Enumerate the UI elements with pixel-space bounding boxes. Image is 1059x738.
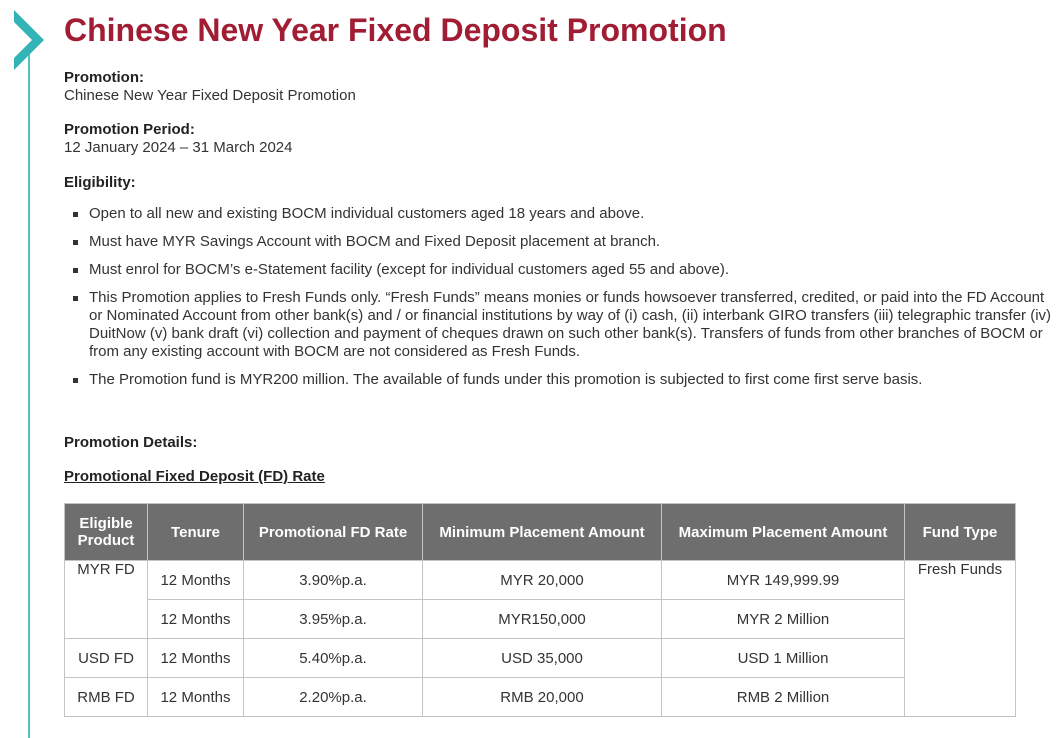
cell-tenure: 12 Months	[148, 561, 244, 600]
cell-rate: 2.20%p.a.	[244, 678, 423, 717]
header-rate: Promotional FD Rate	[244, 504, 423, 561]
cell-min: USD 35,000	[423, 639, 662, 678]
header-min-amount: Minimum Placement Amount	[423, 504, 662, 561]
list-item-text: The Promotion fund is MYR200 million. The available of funds under this promotion is subjected to first come first serve basis.	[89, 371, 923, 388]
eligibility-block	[64, 174, 136, 192]
details-label: Promotion Details:	[64, 434, 198, 451]
cell-rate: 3.95%p.a.	[244, 600, 423, 639]
eligibility-list	[64, 205, 1054, 399]
list-item	[64, 233, 1054, 251]
list-item-text: This Promotion applies to Fresh Funds only. “Fresh Funds” means monies or funds howsoever transferred, credited, or paid into the FD Account or Nominated Account from other bank(s) and / or financial institutions by way of (i) cash, (ii) interbank GIRO transfers (iii) telegraphic transfer (iv) DuitNow (v) bank draft (vi) collection and payment of cheques drawn on such other bank(s). Transfers of funds from other branches of BOCM or from any existing account with BOCM are not considered as Fresh Funds.	[89, 289, 1052, 360]
header-fund-type: Fund Type	[905, 504, 1016, 561]
table-header-row	[65, 504, 1016, 561]
cell-fund-type: Fresh Funds	[905, 561, 1016, 717]
bullet-icon	[73, 378, 78, 383]
list-item	[64, 205, 1054, 223]
list-item-text: Must have MYR Savings Account with BOCM and Fixed Deposit placement at branch.	[89, 233, 661, 250]
promotion-value: Chinese New Year Fixed Deposit Promotion	[64, 87, 356, 104]
cell-max: RMB 2 Million	[662, 678, 905, 717]
accent-triangle-inner	[14, 22, 32, 58]
cell-min: MYR 20,000	[423, 561, 662, 600]
promotion-label: Promotion:	[64, 69, 144, 86]
table-row	[65, 600, 1016, 639]
rate-heading-link[interactable]: Promotional Fixed Deposit (FD) Rate	[64, 468, 325, 485]
cell-rate: 3.90%p.a.	[244, 561, 423, 600]
header-eligible-product: Eligible Product	[65, 504, 148, 561]
bullet-icon	[73, 240, 78, 245]
header-tenure: Tenure	[148, 504, 244, 561]
cell-min: MYR150,000	[423, 600, 662, 639]
cell-min: RMB 20,000	[423, 678, 662, 717]
header-max-amount: Maximum Placement Amount	[662, 504, 905, 561]
bullet-icon	[73, 212, 78, 217]
page-title: Chinese New Year Fixed Deposit Promotion	[64, 12, 727, 48]
list-item	[64, 261, 1054, 279]
list-item-text: Must enrol for BOCM’s e-Statement facility (except for individual customers aged 55 and above).	[89, 261, 730, 278]
eligibility-label: Eligibility:	[64, 174, 136, 191]
period-value: 12 January 2024 – 31 March 2024	[64, 139, 293, 156]
period-block	[64, 121, 293, 157]
bullet-icon	[73, 296, 78, 301]
cell-tenure: 12 Months	[148, 678, 244, 717]
table-row	[65, 678, 1016, 717]
cell-rate: 5.40%p.a.	[244, 639, 423, 678]
cell-max: USD 1 Million	[662, 639, 905, 678]
cell-product: RMB FD	[65, 678, 148, 717]
rates-table	[64, 503, 1016, 717]
table-row	[65, 561, 1016, 600]
cell-tenure: 12 Months	[148, 600, 244, 639]
cell-max: MYR 149,999.99	[662, 561, 905, 600]
cell-product: MYR FD	[65, 561, 148, 639]
table-row	[65, 639, 1016, 678]
accent-line	[28, 38, 30, 738]
cell-product: USD FD	[65, 639, 148, 678]
promotion-block	[64, 69, 356, 105]
cell-tenure: 12 Months	[148, 639, 244, 678]
list-item	[64, 371, 1054, 389]
list-item	[64, 289, 1054, 361]
list-item-text: Open to all new and existing BOCM individual customers aged 18 years and above.	[89, 205, 645, 222]
cell-max: MYR 2 Million	[662, 600, 905, 639]
bullet-icon	[73, 268, 78, 273]
period-label: Promotion Period:	[64, 121, 195, 138]
